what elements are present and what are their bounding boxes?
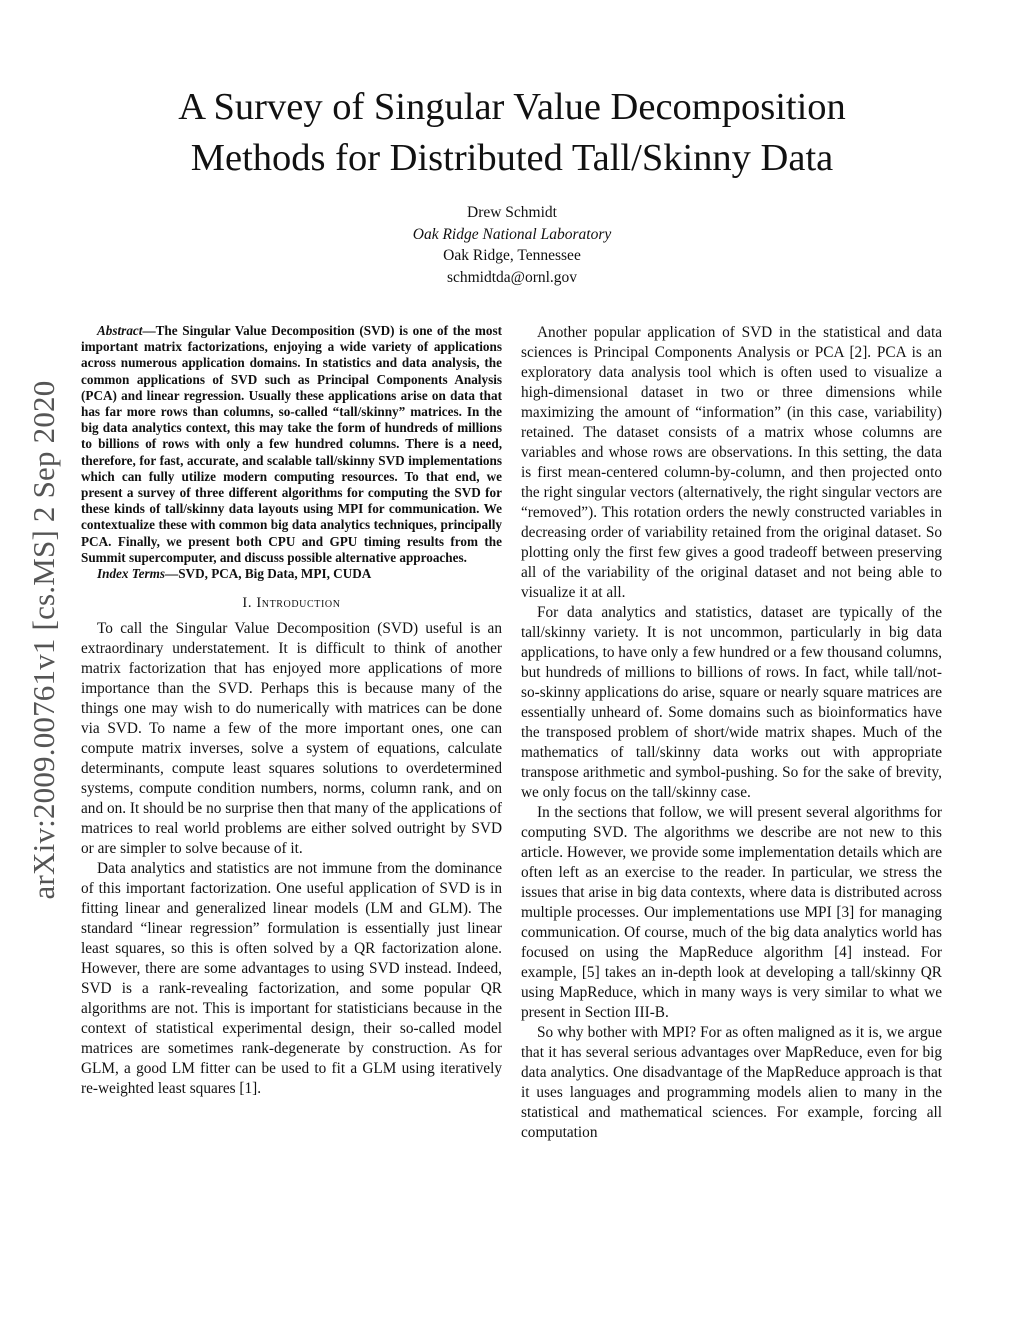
body-paragraph: Data analytics and statistics are not immune from the dominance of this important factorization. One useful application of SVD is in fitting linear and generalized linear models (LM and GLM). The standard “linear regression” formulation is essentially just linear least squares, so this is often solved by a QR factorization alone. However, there are some advantages to using SVD instead. Indeed, SVD is a rank-revealing factorization, and some popular QR algorithms are not. This is important for statisticians because in the context of statistical experimental design, their so-called model matrices are sometimes rank-degenerate by construction. As for GLM, a good LM fitter can be used to fit a GLM using iteratively re-weighted least squares [1]. [81,860,502,1098]
author-affiliation: Oak Ridge National Laboratory [412,225,612,243]
abstract-label: Abstract [97,323,143,338]
right-column [521,323,942,1143]
title-line-1: A Survey of Singular Value Decomposition [178,86,846,128]
author-block [212,202,812,288]
index-terms-label: Index Terms [97,566,166,582]
author-name: Drew Schmidt [467,204,557,221]
index-terms-text: SVD, PCA, Big Data, MPI, CUDA [178,566,372,582]
section-number: I. [242,595,253,612]
title-line-2: Methods for Distributed Tall/Skinny Data [190,137,834,179]
index-terms: Index Terms—SVD, PCA, Big Data, MPI, CUDA [97,566,372,582]
paper-title [100,82,924,184]
section-title: Introduction [256,595,341,612]
arxiv-stamp: arXiv:2009.00761v1 [cs.MS] 2 Sep 2020 [26,380,61,900]
body-paragraph: So why bother with MPI? For as often maligned as it is, we argue that it has several serious advantages over MapReduce, even for big data analytics. One disadvantage of the MapReduce approach is that it uses languages and programming models alien to many in the statistical and mathematical sciences. For example, forcing all computation [521,1024,942,1141]
body-paragraph: To call the Singular Value Decomposition (SVD) useful is an extraordinary understatement. It is difficult to think of another matrix factorization that has enjoyed more applications of more importance than the SVD. Perhaps this is because many of the things one may wish to do numerically with matrices can be done via SVD. To name a few of the more important ones, one can compute matrix inverses, solve a system of equations, calculate determinants, compute least squares solutions to overdetermined systems, compute condition numbers, norms, column rank, and on and on. It should be no surprise then that many of the applications of matrices to real world problems are either solved outright by SVD or are simpler to solve because of it. [81,620,502,858]
body-paragraph: For data analytics and statistics, dataset are typically of the tall/skinny variety. It is not uncommon, particularly in big data applications, to have only a few hundred or a few thousand columns, but hundreds of millions to billions of rows. In fact, while tall/not-so-skinny applications do arise, square or nearly square matrices are essentially unheard of. Some domains such as bioinformatics have the transposed problem of short/wide matrix shapes. Much of the mathematics of tall/skinny data works out with appropriate transpose arithmetic and symbol-pushing. So for the sake of brevity, we only focus on the tall/skinny case. [521,604,942,801]
abstract-text: The Singular Value Decomposition (SVD) is one of the most important matrix factorizations, enjoying a wide variety of applications across numerous application domains. In statistics and data analysis, the common applications of SVD such as Principal Components Analysis (PCA) and linear regression. Usually these applications arise on data that has far more rows than columns, so-called “tall/skinny” matrices. In the big data analytics context, this may take the form of hundreds of millions to billions of rows with only a few hundred columns. There is a need, therefore, for fast, accurate, and scalable tall/skinny SVD implementations which can fully utilize modern computing resources. To that end, we present a survey of three different algorithms for computing the SVD for these kinds of tall/skinny data layouts using MPI for communication. We contextualize these with common big data analytics techniques, principally PCA. Finally, we present both CPU and GPU timing results from the Summit supercomputer, and discuss possible alternative approaches. [81,323,502,565]
author-location: Oak Ridge, Tennessee [443,247,581,264]
abstract: Abstract—The Singular Value Decomposition (SVD) is one of the most important matrix factorizations, enjoying a wide variety of applications across numerous application domains. In statistics and data analysis, the common applications of SVD such as Principal Components Analysis (PCA) and linear regression. Usually these applications arise on data that has far more rows than columns, so-called “tall/skinny” matrices. In the big data analytics context, this may take the form of hundreds of millions to billions of rows with only a few hundred columns. There is a need, therefore, for fast, accurate, and scalable tall/skinny SVD implementations which can fully utilize modern computing resources. To that end, we present a survey of three different algorithms for computing the SVD for these kinds of tall/skinny data layouts using MPI for communication. We contextualize these with common big data analytics techniques, principally PCA. Finally, we present both CPU and GPU timing results from the Summit supercomputer, and discuss possible alternative approaches. [81,323,502,565]
body-paragraph: Another popular application of SVD in the statistical and data sciences is Principal Components Analysis or PCA [2]. PCA is an exploratory data analysis tool which is often used to visualize a high-dimensional dataset in two or three dimensions while maximizing the amount of “information” (in this case, variability) retained. The dataset consists of a matrix whose columns are variables and whose rows are observations. In this setting, the data is first mean-centered column-by-column, and then projected onto the right singular vectors (alternatively, the right singular vectors are “removed”). This rotation orders the newly constructed variables in decreasing order of variability retained from the original dataset. So plotting only the first few gives a good tradeoff between preserving all of the variability of the original dataset and not being able to visualize it at all. [521,324,942,601]
left-column [81,323,502,1099]
section-heading [81,593,502,613]
body-paragraph: In the sections that follow, we will present several algorithms for computing SVD. The algorithms we describe are not new to this article. However, we provide some implementation details which are often left as an exercise to the reader. In particular, we stress the issues that arise in big data contexts, where data is distributed across multiple processes. Our implementations use MPI [3] for managing communication. Of course, much of the big data analytics world has focused on using the MapReduce algorithm [4] instead. For example, [5] takes an in-depth look at developing a tall/skinny QR using MapReduce, which in many ways is very similar to what we present in Section III-B. [521,804,942,1021]
author-email: schmidtda@ornl.gov [446,268,578,286]
